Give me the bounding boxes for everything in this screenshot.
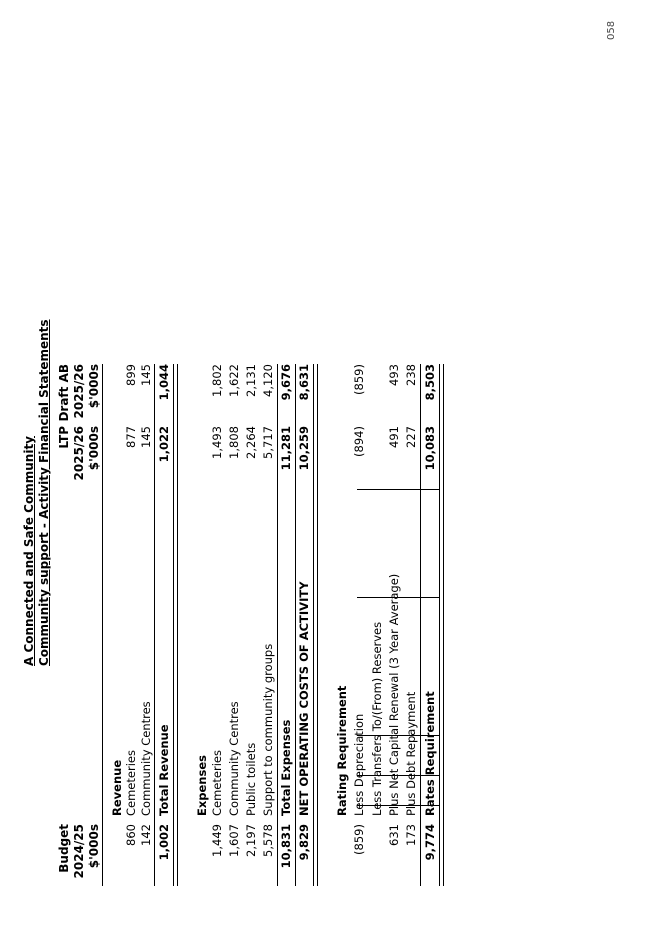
title-line-1: A Connected and Safe Community bbox=[22, 436, 36, 666]
table-row: 631 Plus Net Capital Renewal (3 Year Average) 491 493 bbox=[387, 364, 401, 846]
section-header-revenue: Revenue bbox=[110, 759, 124, 816]
rule bbox=[420, 364, 421, 886]
rule bbox=[154, 364, 155, 886]
table-row: 142 Community Centres 145 145 bbox=[139, 364, 153, 846]
table-row: 2,197 Public toilets 2,264 2,131 bbox=[244, 364, 258, 857]
column-header-ltp: LTP 2025/26 $'000s bbox=[57, 426, 101, 481]
table-row: (859) Less Depreciation (894) (859) bbox=[352, 364, 366, 855]
column-header-budget: Budget 2024/25 $'000s bbox=[57, 824, 101, 879]
net-operating-costs-row: 9,829 NET OPERATING COSTS OF ACTIVITY 10,259 8,631 bbox=[297, 364, 311, 861]
double-rule bbox=[173, 364, 178, 886]
total-row-rates: 9,774 Rates Requirement 10,083 8,503 bbox=[423, 364, 437, 861]
table-row: 5,578 Support to community groups 5,717 4,120 bbox=[261, 364, 275, 857]
page-number: 058 bbox=[606, 20, 617, 40]
title-line-2: Community support - Activity Financial Statements bbox=[37, 319, 51, 666]
header-rule bbox=[102, 364, 103, 886]
rule bbox=[295, 364, 296, 886]
column-header-draft: Draft AB 2025/26 $'000s bbox=[57, 364, 101, 422]
total-row-revenue: 1,002 Total Revenue 1,022 1,044 bbox=[157, 364, 171, 861]
table-row: 1,607 Community Centres 1,808 1,622 bbox=[227, 364, 241, 857]
table-row: 1,449 Cemeteries 1,493 1,802 bbox=[210, 364, 224, 857]
double-rule bbox=[313, 364, 318, 886]
table-row: Less Transfers To/(From) Reserves bbox=[370, 621, 384, 816]
financial-statement-table bbox=[0, 36, 645, 926]
rule bbox=[277, 364, 278, 886]
table-row: 173 Plus Debt Repayment 227 238 bbox=[404, 364, 418, 846]
section-header-rating: Rating Requirement bbox=[335, 685, 349, 816]
total-row-expenses: 10,831 Total Expenses 11,281 9,676 bbox=[279, 364, 293, 869]
double-rule bbox=[439, 364, 444, 886]
table-row: 860 Cemeteries 877 899 bbox=[124, 364, 138, 846]
section-header-expenses: Expenses bbox=[195, 755, 209, 816]
